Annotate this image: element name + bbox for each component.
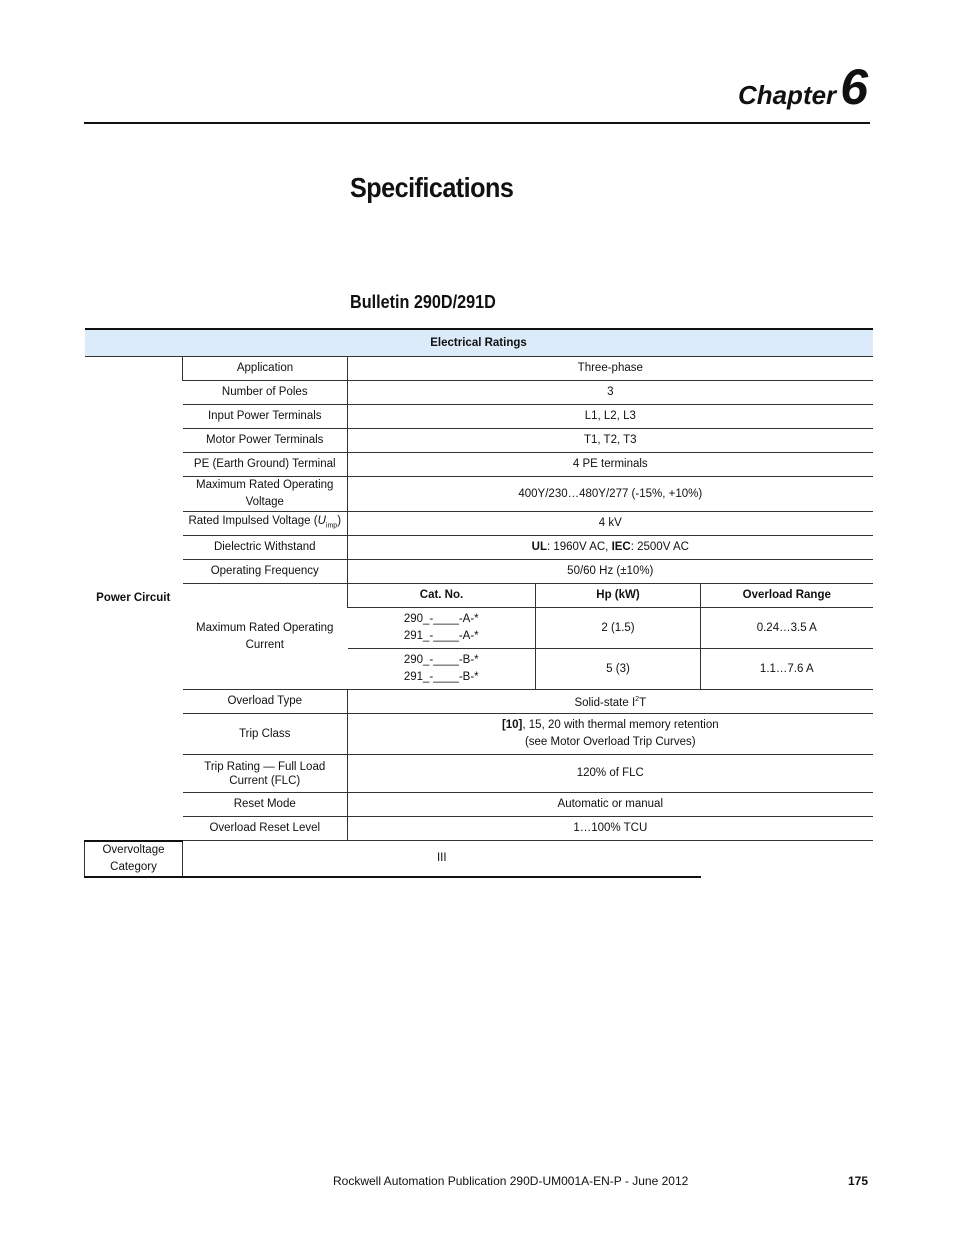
row-label: Overload Type [183, 690, 348, 714]
row-value: 1…100% TCU [348, 817, 873, 841]
cat-no: 290_-____-A-* [403, 613, 479, 625]
value-text: Solid-state I [574, 696, 636, 709]
col-header-hp: Hp (kW) [536, 584, 701, 608]
row-label: Overload Reset Level [183, 817, 348, 841]
ul-value: : 1960V AC, [546, 541, 612, 553]
row-value: L1, L2, L3 [348, 405, 873, 429]
range-cell: 0.24…3.5 A [701, 608, 873, 649]
table-row [85, 429, 873, 453]
chapter-word: Chapter [737, 80, 837, 110]
col-header-catno: Cat. No. [348, 584, 536, 608]
row-value [348, 536, 873, 560]
iec-value: : 2500V AC [630, 541, 689, 553]
section-title: Bulletin 290D/291D [350, 292, 496, 312]
row-value [348, 714, 873, 755]
page-title: Specifications [350, 172, 514, 203]
row-label: Application [183, 357, 348, 381]
cat-no-cell [348, 608, 536, 649]
cat-no: 291_-____-A-* [403, 630, 479, 642]
default-class: [10] [501, 719, 523, 731]
value-superscript: 2 [635, 696, 640, 704]
row-label: Maximum Rated Operating Current [183, 584, 348, 690]
row-label: Dielectric Withstand [183, 536, 348, 560]
row-value: 3 [348, 381, 873, 405]
table-row [85, 453, 873, 477]
row-label: Input Power Terminals [183, 405, 348, 429]
ul-label: UL [531, 541, 547, 553]
table-row [85, 536, 873, 560]
table-row [85, 714, 873, 755]
label-end: ) [337, 514, 342, 527]
table-row [85, 690, 873, 714]
row-value: 50/60 Hz (±10%) [348, 560, 873, 584]
label-variable: U [317, 514, 326, 527]
class-list: , 15, 20 with thermal memory retention [522, 719, 719, 731]
table-row [85, 841, 873, 877]
row-value: III [183, 841, 701, 877]
row-value: 400Y/230…480Y/277 (-15%, +10%) [348, 477, 873, 512]
row-label: Maximum Rated Operating Voltage [183, 477, 348, 512]
row-label: Number of Poles [183, 381, 348, 405]
row-label: Overvoltage Category [85, 841, 183, 877]
row-label: PE (Earth Ground) Terminal [183, 453, 348, 477]
table-row [85, 357, 873, 381]
label-text: Rated Impulsed Voltage ( [188, 514, 318, 527]
row-label: Reset Mode [183, 793, 348, 817]
table-row [85, 477, 873, 512]
publication-info: Rockwell Automation Publication 290D-UM001A-EN-P - June 2012 [333, 1174, 689, 1188]
row-label [183, 512, 348, 536]
table-row [85, 381, 873, 405]
page-number: 175 [847, 1174, 868, 1188]
table-row [85, 512, 873, 536]
row-value: 4 PE terminals [348, 453, 873, 477]
col-header-range: Overload Range [701, 584, 873, 608]
row-label: Trip Rating — Full Load Current (FLC) [183, 755, 348, 793]
row-value: Three-phase [348, 357, 873, 381]
range-cell: 1.1…7.6 A [701, 649, 873, 690]
table-header: Electrical Ratings [85, 329, 873, 357]
hp-cell: 5 (3) [536, 649, 701, 690]
chapter-heading [737, 59, 868, 115]
table-row [85, 793, 873, 817]
row-label: Motor Power Terminals [183, 429, 348, 453]
table-row [85, 560, 873, 584]
row-value: Automatic or manual [348, 793, 873, 817]
row-value [348, 690, 873, 714]
table-row [85, 817, 873, 841]
group-label: Power Circuit [85, 357, 183, 841]
trip-curves-note: (see Motor Overload Trip Curves) [524, 736, 696, 748]
cat-no: 290_-____-B-* [403, 654, 479, 666]
row-value: 120% of FLC [348, 755, 873, 793]
table-row [85, 584, 873, 608]
row-value: T1, T2, T3 [348, 429, 873, 453]
header-rule [84, 122, 870, 124]
label-subscript: imp [325, 522, 338, 530]
row-label: Operating Frequency [183, 560, 348, 584]
chapter-number: 6 [840, 59, 868, 115]
table-row [85, 405, 873, 429]
electrical-ratings-table [84, 328, 873, 878]
row-value: 4 kV [348, 512, 873, 536]
hp-cell: 2 (1.5) [536, 608, 701, 649]
iec-label: IEC [611, 541, 631, 553]
cat-no: 291_-____-B-* [403, 671, 479, 683]
cat-no-cell [348, 649, 536, 690]
table-row [85, 755, 873, 793]
row-label: Trip Class [183, 714, 348, 755]
value-end: T [639, 696, 647, 709]
